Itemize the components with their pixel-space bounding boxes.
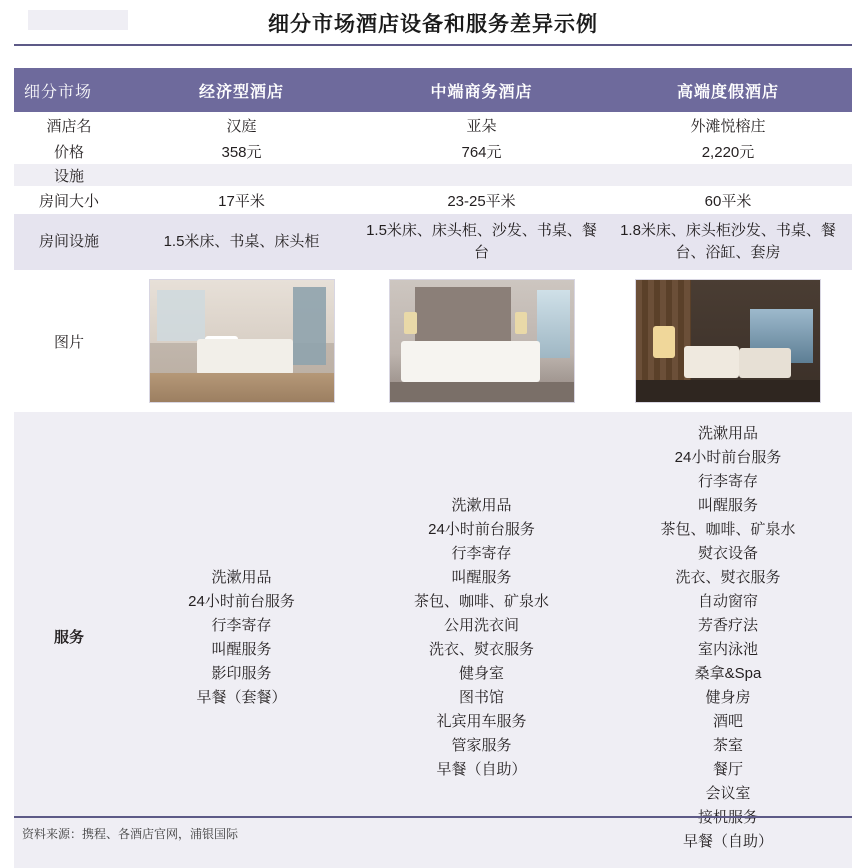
cell-photo-midscale [359,270,604,412]
service-item: 自动窗帘 [697,593,758,610]
service-item: 健身室 [458,665,504,682]
table-row-services [14,412,852,868]
photo-wrapper [124,279,359,403]
service-item: 24小时前台服务 [674,449,782,466]
service-item: 叫醒服务 [211,641,272,658]
photo-bed [197,339,293,376]
service-item: 行李寄存 [697,473,758,490]
header-cell-midscale: 中端商务酒店 [359,68,604,112]
economy-hotel-room-photo [149,279,335,403]
service-item: 行李寄存 [211,617,272,634]
photo-bed-two [739,348,791,377]
service-item: 会议室 [705,785,751,802]
row-label-room-facility: 房间设施 [14,214,124,270]
photo-headboard [415,287,511,341]
service-item: 24小时前台服务 [188,593,295,610]
page-title: 细分市场酒店设备和服务差异示例 [268,13,598,36]
cell-room-facility-midscale: 1.5米床、床头柜、沙发、书桌、餐台 [359,214,604,270]
service-item: 行李寄存 [451,545,512,562]
cell-room-size-midscale: 23-25平米 [359,186,604,214]
cell-facility-luxury [604,164,852,186]
comparison-table [14,68,852,868]
cell-hotel-name-midscale: 亚朵 [359,112,604,138]
table-row [14,186,852,214]
cell-room-size-luxury: 60平米 [604,186,852,214]
bottom-rule [14,816,852,818]
photo-floor [150,373,334,402]
photo-wrapper [359,279,604,403]
service-item: 洗漱用品 [697,425,758,442]
photo-lamp-left [404,312,417,334]
photo-floor [636,380,820,402]
service-item: 洗衣、熨衣服务 [428,641,534,658]
cell-price-economy: 358元 [124,138,359,164]
header-cell-segment: 细分市场 [14,68,124,112]
service-item: 洗漱用品 [451,497,512,514]
header-cell-luxury: 高端度假酒店 [604,68,852,112]
cell-photo-luxury [604,270,852,412]
cell-price-luxury: 2,220元 [604,138,852,164]
title-bar [14,0,852,46]
header-cell-economy: 经济型酒店 [124,68,359,112]
service-item [604,806,852,830]
cell-service-luxury [604,412,852,868]
cell-room-facility-luxury: 1.8米床、床头柜沙发、书桌、餐台、浴缸、套房 [604,214,852,270]
service-item: 叫醒服务 [697,497,758,514]
table-header-row [14,68,852,112]
row-label-hotel-name: 酒店名 [14,112,124,138]
luxury-hotel-room-photo [635,279,821,403]
row-label-room-size: 房间大小 [14,186,124,214]
top-rule [14,44,852,46]
source-note: 资料来源：携程、各酒店官网，浦银国际 [22,827,239,841]
cell-facility-economy [124,164,359,186]
service-item: 洗衣、熨衣服务 [675,569,781,586]
photo-bed [401,341,541,382]
service-item: 图书馆 [458,689,504,706]
photo-window [537,290,570,358]
service-item: 室内泳池 [697,641,758,658]
table-row [14,138,852,164]
service-item: 影印服务 [211,665,272,682]
service-item: 茶室 [712,737,743,754]
cell-service-economy [124,412,359,868]
cell-facility-midscale [359,164,604,186]
service-item: 洗漱用品 [211,569,272,586]
service-item: 早餐（自助） [436,761,527,778]
photo-lamp-right [515,312,528,334]
cell-room-size-economy: 17平米 [124,186,359,214]
service-item: 茶包、咖啡、矿泉水 [413,593,549,610]
service-list-luxury [604,422,852,854]
cell-service-midscale [359,412,604,868]
service-item: 管家服务 [451,737,512,754]
cell-hotel-name-economy: 汉庭 [124,112,359,138]
cell-hotel-name-luxury: 外滩悦榕庄 [604,112,852,138]
photo-lamp [653,326,675,358]
service-item: 熨衣设备 [697,545,758,562]
cell-photo-economy [124,270,359,412]
service-item: 早餐（套餐） [196,689,287,706]
photo-floor [390,382,574,402]
service-item: 公用洗衣间 [443,617,519,634]
service-item: 桑拿&Spa [694,665,762,682]
table-row [14,214,852,270]
table-row [14,164,852,186]
service-item: 酒吧 [712,713,743,730]
photo-wrapper [604,279,852,403]
cell-price-midscale: 764元 [359,138,604,164]
table-row-photos [14,270,852,412]
photo-panel [157,290,205,341]
table-row [14,112,852,138]
row-label-photo: 图片 [14,270,124,412]
photo-bed-one [684,346,739,378]
service-item: 餐厅 [712,761,743,778]
row-label-service: 服务 [14,412,124,868]
service-item: 礼宾用车服务 [436,713,527,730]
service-item: 茶包、咖啡、矿泉水 [660,521,796,538]
service-item: 24小时前台服务 [428,521,535,538]
service-item: 早餐（自助） [682,833,773,850]
service-list-midscale [359,494,604,782]
service-item: 健身房 [705,689,751,706]
row-label-price: 价格 [14,138,124,164]
photo-door [293,287,326,365]
service-list-economy [124,566,359,710]
service-item: 叫醒服务 [451,569,512,586]
midscale-hotel-room-photo [389,279,575,403]
cell-room-facility-economy: 1.5米床、书桌、床头柜 [124,214,359,270]
service-item: 芳香疗法 [697,617,758,634]
row-label-facility: 设施 [14,164,124,186]
